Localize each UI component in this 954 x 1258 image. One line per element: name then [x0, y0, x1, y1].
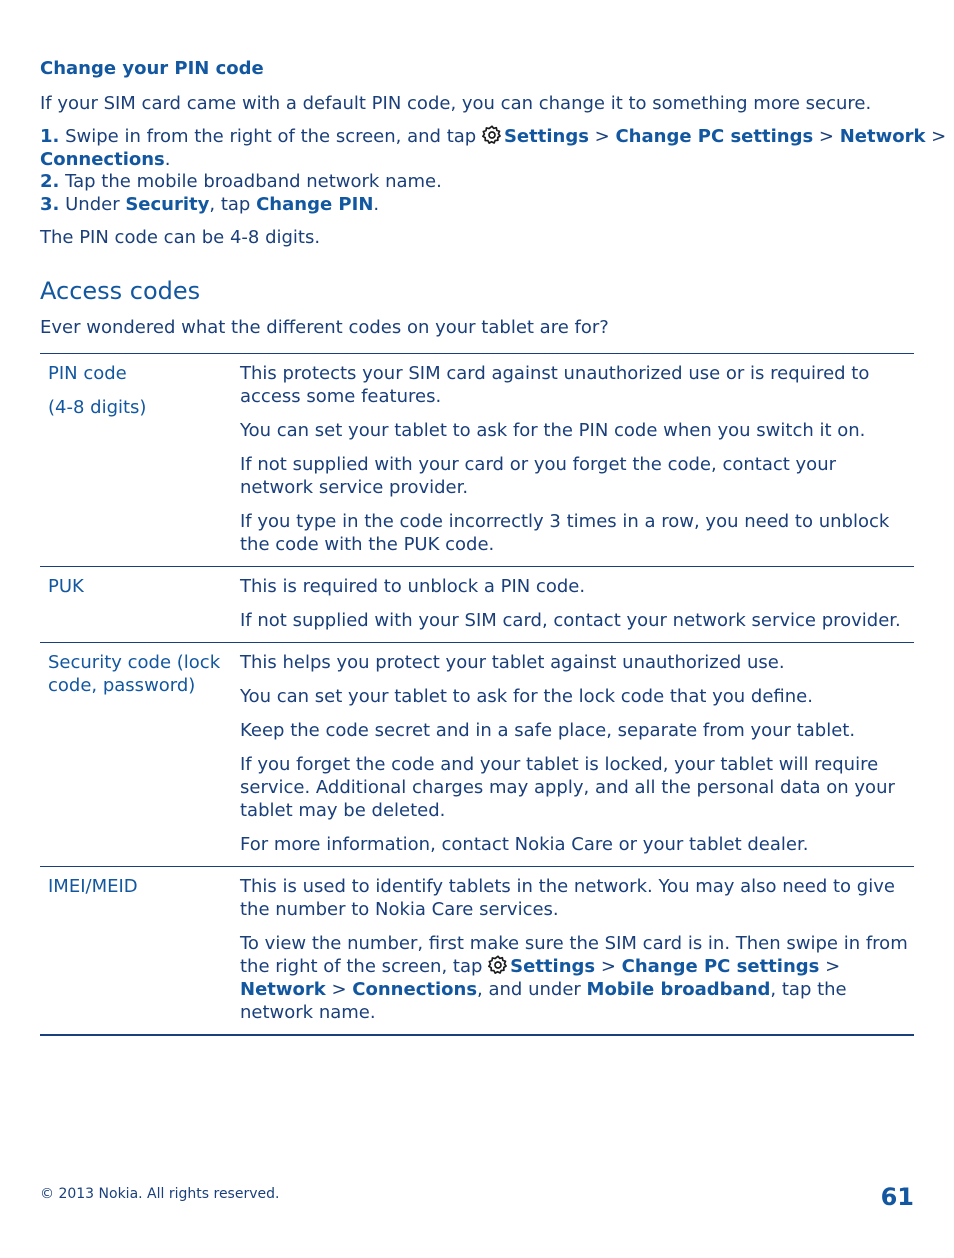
term-pin-digits: (4-8 digits) — [48, 397, 147, 418]
desc-paragraph: This helps you protect your tablet against unauthorized use. — [240, 652, 785, 673]
step-3-end: . — [373, 194, 380, 215]
step-2-text: Tap the mobile broadband network name. — [65, 171, 442, 192]
step-1-end: . — [164, 149, 171, 170]
desc-paragraph: For more information, contact Nokia Care or your tablet dealer. — [240, 834, 809, 855]
step-3 — [40, 193, 379, 216]
step-1 — [40, 125, 946, 148]
step-1-settings: Settings — [503, 126, 589, 147]
desc-paragraph: If not supplied with your SIM card, contact your network service provider. — [240, 610, 901, 631]
desc-paragraph: You can set your tablet to ask for the PIN code when you switch it on. — [240, 420, 866, 441]
term-pin-code: PIN code — [48, 363, 127, 384]
term-imei-meid: IMEI/MEID — [48, 876, 138, 897]
table-row-imei — [40, 867, 914, 1036]
table-row-puk — [40, 567, 914, 643]
step-2-number: 2. — [40, 171, 60, 192]
imei-text-a: To view the number, first make sure the SIM card is in. Then swipe in from the right of the screen, tap — [240, 933, 908, 977]
table-row-security-code — [40, 643, 914, 867]
pin-section-heading: Change your PIN code — [40, 58, 264, 79]
desc-paragraph: If you type in the code incorrectly 3 times in a row, you need to unblock the code with the PUK code. — [240, 511, 890, 555]
imei-sep1: > — [595, 956, 622, 977]
term-cell — [40, 643, 240, 867]
imei-sep3: > — [325, 979, 347, 1000]
imei-mobile-broadband: Mobile broadband — [586, 979, 771, 1000]
term-cell — [40, 354, 240, 567]
desc-paragraph: This is used to identify tablets in the network. You may also need to give the number to Nokia Care services. — [240, 876, 895, 920]
table-row-pin — [40, 354, 914, 567]
step-1-text: Swipe in from the right of the screen, and tap — [65, 126, 477, 147]
desc-paragraph: You can set your tablet to ask for the lock code that you define. — [240, 686, 813, 707]
step-1-sep2: > — [813, 126, 840, 147]
imei-text-b: , and under — [477, 979, 581, 1000]
step-3-text-a: Under — [65, 194, 120, 215]
desc-cell — [240, 567, 914, 643]
access-codes-heading: Access codes — [40, 277, 201, 305]
imei-sep2: > — [819, 956, 841, 977]
desc-cell — [240, 643, 914, 867]
step-1-change-pc-settings: Change PC settings — [615, 126, 814, 147]
desc-cell — [240, 354, 914, 567]
step-3-security: Security — [125, 194, 210, 215]
desc-paragraph-instructions — [240, 932, 914, 1024]
step-3-text-b: , tap — [209, 194, 251, 215]
step-3-number: 3. — [40, 194, 60, 215]
desc-cell — [240, 867, 914, 1036]
imei-text-c: , tap the network name. — [240, 979, 847, 1023]
term-cell — [40, 567, 240, 643]
access-codes-intro: Ever wondered what the different codes on your tablet are for? — [40, 317, 609, 338]
step-1-connections: Connections — [40, 149, 165, 170]
imei-network: Network — [240, 979, 326, 1000]
access-codes-table — [40, 353, 914, 1036]
term-security-code: Security code (lock code, password) — [48, 652, 221, 696]
desc-paragraph: This is required to unblock a PIN code. — [240, 576, 586, 597]
imei-connections: Connections — [352, 979, 478, 1000]
step-1-network: Network — [839, 126, 926, 147]
pin-length-note: The PIN code can be 4-8 digits. — [40, 227, 321, 248]
settings-gear-icon — [488, 955, 508, 975]
step-1-sep1: > — [588, 126, 616, 147]
imei-settings: Settings — [510, 956, 596, 977]
step-2 — [40, 170, 442, 193]
desc-paragraph: If not supplied with your card or you forget the code, contact your network service provider. — [240, 454, 837, 498]
imei-change-pc-settings: Change PC settings — [621, 956, 820, 977]
step-1-continued — [40, 148, 171, 171]
page-number: 61 — [880, 1183, 914, 1211]
desc-paragraph: This protects your SIM card against unauthorized use or is required to access some features. — [240, 363, 870, 407]
copyright-footer: © 2013 Nokia. All rights reserved. — [40, 1186, 280, 1202]
step-1-number: 1. — [40, 126, 60, 147]
term-puk: PUK — [48, 576, 84, 597]
settings-gear-icon — [482, 125, 502, 145]
desc-paragraph: If you forget the code and your tablet is locked, your tablet will require service. Additional charges may apply, and all the personal data on your tablet may be deleted. — [240, 754, 895, 821]
term-cell — [40, 867, 240, 1036]
step-3-change-pin: Change PIN — [256, 194, 374, 215]
step-1-sep3: > — [925, 126, 947, 147]
pin-section-intro: If your SIM card came with a default PIN code, you can change it to something more secure. — [40, 93, 872, 114]
desc-paragraph: Keep the code secret and in a safe place, separate from your tablet. — [240, 720, 856, 741]
